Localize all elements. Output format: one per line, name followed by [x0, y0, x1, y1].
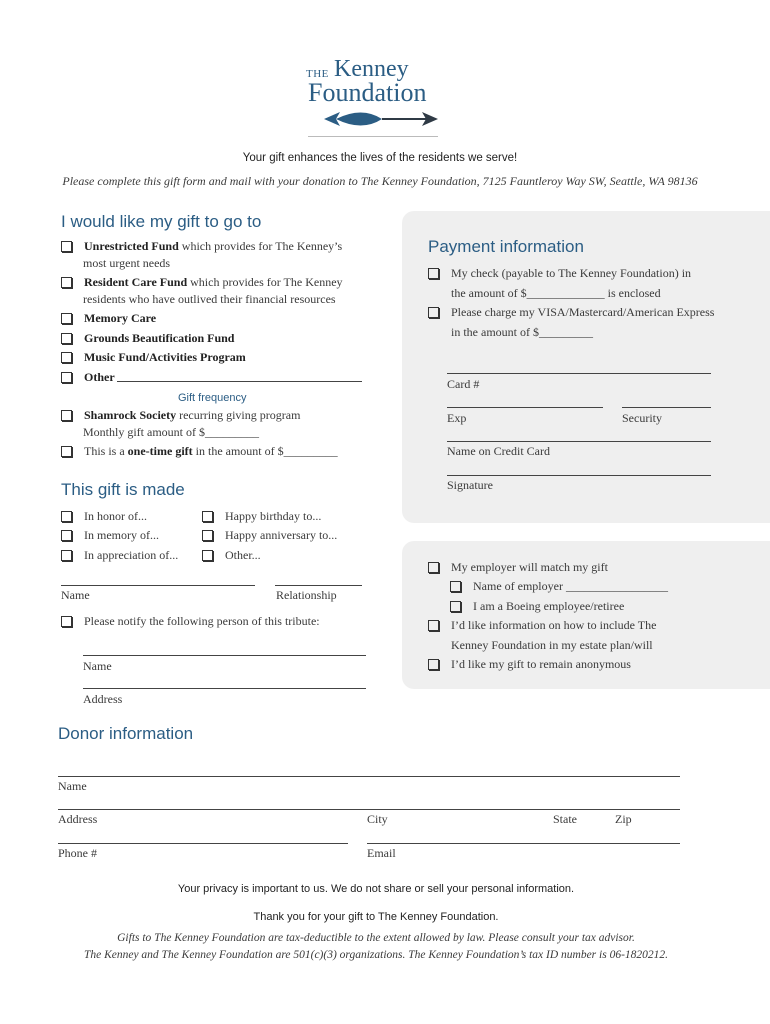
estate-option[interactable]: I’d like information on how to include The — [428, 618, 656, 633]
resident-line2: residents who have outlived their financial resources — [83, 292, 336, 306]
donor-email-label: Email — [367, 846, 396, 860]
security-label: Security — [622, 411, 662, 425]
checkbox[interactable] — [61, 352, 72, 363]
instructions: Please complete this gift form and mail with your donation to The Kenney Foundation, 7125 Fauntleroy Way SW, Seattle, WA 98136 — [62, 174, 698, 188]
name-on-card-label: Name on Credit Card — [447, 444, 550, 458]
notify-address-line[interactable] — [83, 688, 366, 689]
employer-name-option[interactable]: Name of employer _________________ — [450, 579, 668, 594]
thanks-note: Thank you for your gift to The Kenney Foundation. — [253, 911, 499, 923]
logo-divider — [308, 136, 438, 137]
checkbox[interactable] — [450, 581, 461, 592]
checkbox[interactable] — [61, 511, 72, 522]
memory-option[interactable]: In memory of... — [61, 528, 159, 543]
logo-kenney: Kenney — [334, 56, 409, 82]
memory-care-option[interactable]: Memory Care — [61, 311, 156, 326]
checkbox[interactable] — [61, 410, 72, 421]
music-option[interactable]: Music Fund/Activities Program — [61, 350, 246, 365]
resident-option[interactable]: Resident Care Fund which provides for The Kenney — [61, 275, 343, 290]
checkbox[interactable] — [61, 446, 72, 457]
donor-name-line[interactable] — [58, 776, 680, 777]
payment-panel — [402, 211, 770, 523]
employer-match-option[interactable]: My employer will match my gift — [428, 560, 608, 575]
tribute-name-line[interactable] — [61, 585, 255, 586]
checkbox[interactable] — [450, 601, 461, 612]
tax-note-2: The Kenney and The Kenney Foundation are 501(c)(3) organizations. The Kenney Foundation’s tax ID number is 06-1820212. — [83, 949, 669, 961]
shamrock-option[interactable]: Shamrock Society recurring giving program — [61, 408, 300, 423]
anniversary-option[interactable]: Happy anniversary to... — [202, 528, 337, 543]
estate-line2: Kenney Foundation in my estate plan/will — [451, 638, 653, 652]
other-option[interactable]: Other — [61, 370, 115, 385]
tagline: Your gift enhances the lives of the residents we serve! — [242, 152, 518, 164]
checkbox[interactable] — [202, 511, 213, 522]
grounds-option[interactable]: Grounds Beautification Fund — [61, 331, 234, 346]
checkbox[interactable] — [202, 530, 213, 541]
checkbox[interactable] — [428, 659, 439, 670]
notify-option[interactable]: Please notify the following person of this tribute: — [61, 614, 320, 629]
monthly-amount[interactable]: Monthly gift amount of $_________ — [83, 425, 259, 439]
checkbox[interactable] — [61, 313, 72, 324]
donor-state-label: State — [553, 812, 577, 826]
checkbox[interactable] — [428, 562, 439, 573]
payment-title: Payment information — [428, 237, 584, 256]
checkbox[interactable] — [61, 550, 72, 561]
checkbox[interactable] — [61, 241, 72, 252]
donor-zip-label: Zip — [615, 812, 632, 826]
onetime-option[interactable]: This is a one-time gift in the amount of $_________ — [61, 444, 338, 459]
logo — [300, 56, 445, 136]
checkbox[interactable] — [428, 307, 439, 318]
gift-made-title: This gift is made — [61, 480, 185, 499]
notify-name-line[interactable] — [83, 655, 366, 656]
exp-label: Exp — [447, 411, 467, 425]
honor-option[interactable]: In honor of... — [61, 509, 147, 524]
check-option[interactable]: My check (payable to The Kenney Foundation) in — [428, 266, 691, 281]
card-label: Card # — [447, 377, 480, 391]
checkbox[interactable] — [61, 372, 72, 383]
donor-name-label: Name — [58, 779, 87, 793]
donor-title: Donor information — [58, 724, 194, 743]
donor-city-label: City — [367, 812, 388, 826]
other-line[interactable] — [117, 381, 362, 382]
notify-name-label: Name — [83, 659, 112, 673]
gift-frequency-title: Gift frequency — [178, 392, 247, 404]
gift-to-title: I would like my gift to go to — [61, 212, 262, 231]
checkbox[interactable] — [61, 333, 72, 344]
privacy-note: Your privacy is important to us. We do not share or sell your personal information. — [177, 883, 575, 895]
donor-phone-line[interactable] — [58, 843, 348, 844]
donor-address-line[interactable] — [58, 809, 680, 810]
name-on-card-line[interactable] — [447, 441, 711, 442]
security-line[interactable] — [622, 407, 711, 408]
other-occasion-option[interactable]: Other... — [202, 548, 261, 563]
check-line2: the amount of $_____________ is enclosed — [451, 286, 661, 300]
notify-address-label: Address — [83, 692, 123, 706]
appreciation-option[interactable]: In appreciation of... — [61, 548, 178, 563]
charge-option[interactable]: Please charge my VISA/Mastercard/American Express — [428, 305, 714, 320]
anonymous-option[interactable]: I’d like my gift to remain anonymous — [428, 657, 631, 672]
checkbox[interactable] — [428, 620, 439, 631]
relationship-line[interactable] — [275, 585, 362, 586]
logo-the: THE — [306, 68, 329, 80]
tribute-name-label: Name — [61, 588, 90, 602]
arrow-icon — [322, 108, 440, 130]
charge-line2: in the amount of $_________ — [451, 325, 593, 339]
exp-line[interactable] — [447, 407, 603, 408]
unrestricted-line2: most urgent needs — [83, 256, 171, 270]
checkbox[interactable] — [61, 277, 72, 288]
donor-phone-label: Phone # — [58, 846, 97, 860]
birthday-option[interactable]: Happy birthday to... — [202, 509, 321, 524]
tax-note-1: Gifts to The Kenney Foundation are tax-deductible to the extent allowed by law. Please consult your tax advisor. — [117, 932, 635, 944]
donor-email-line[interactable] — [367, 843, 680, 844]
checkbox[interactable] — [61, 530, 72, 541]
relationship-label: Relationship — [276, 588, 337, 602]
donor-address-label: Address — [58, 812, 98, 826]
card-line[interactable] — [447, 373, 711, 374]
signature-line[interactable] — [447, 475, 711, 476]
checkbox[interactable] — [428, 268, 439, 279]
unrestricted-option[interactable]: Unrestricted Fund which provides for The Kenney’s — [61, 239, 342, 254]
logo-foundation: Foundation — [308, 78, 427, 107]
checkbox[interactable] — [202, 550, 213, 561]
checkbox[interactable] — [61, 616, 72, 627]
boeing-option[interactable]: I am a Boeing employee/retiree — [450, 599, 624, 614]
signature-label: Signature — [447, 478, 493, 492]
